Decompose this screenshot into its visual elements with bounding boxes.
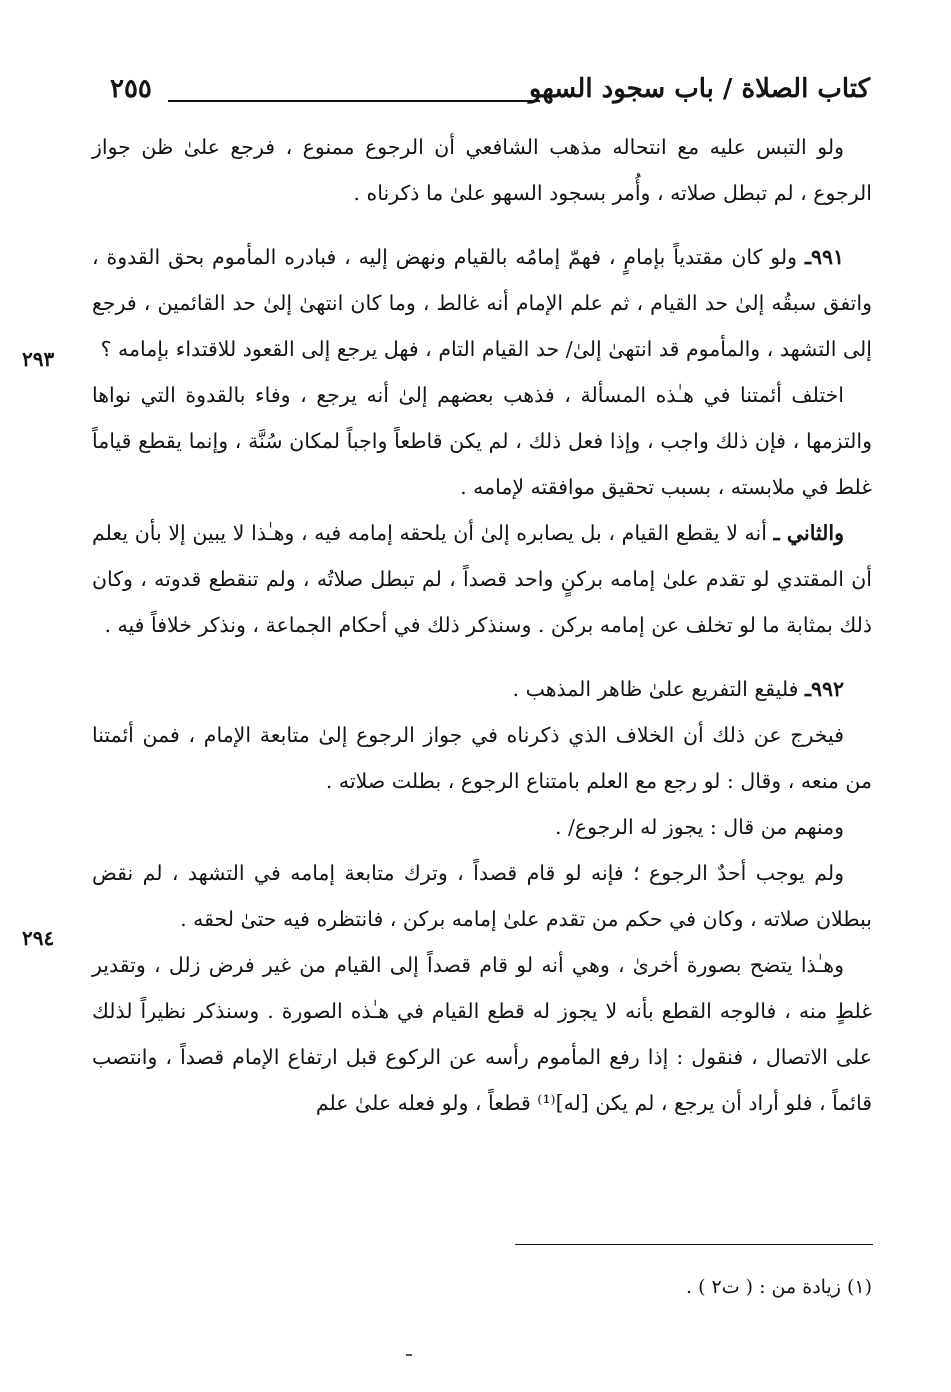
paragraph-7 — [92, 804, 872, 850]
paragraph-text: أنه لا يقطع القيام ، بل يصابره إلىٰ أن يلحقه إمامه فيه ، وهـٰذا لا يبين إلا بأن يعلم أن المقتدي لو تقدم علىٰ إمامه بركنٍ واحد قصداً ، لم تبطل صلاتُه ، ولم تنقطع قدوته ، وكان ذلك بمثابة ما لو تخلف عن إمامه بركن . وسنذكر ذلك في أحكام الجماعة ، ونذكر خلافاً فيه . — [92, 521, 872, 637]
paragraph-text: فيخرج عن ذلك أن الخلاف الذي ذكرناه في جواز الرجوع إلىٰ متابعة الإمام ، فمن أئمتنا من منعه ، وقال : لو رجع مع العلم بامتناع الرجوع ، بطلت صلاته . — [92, 723, 872, 793]
margin-page-marker: ٢٩٣ — [22, 347, 55, 371]
print-speck — [406, 1354, 412, 1356]
body-text — [92, 124, 872, 1126]
paragraph-text: ولو كان مقتدياً بإمامٍ ، فهمّ إمامُه بالقيام ونهض إليه ، فبادره المأموم بحق القدوة ، واتفق سبقُه إلىٰ حد القيام ، ثم علم الإمام أنه غالط ، وما كان انتهىٰ إلىٰ حد القائمين ، فرجع إلى التشهد ، والمأموم قد انتهىٰ إلىٰ/ حد القيام التام ، فهل يرجع إلى القعود للاقتداء بإمامه ؟ — [92, 245, 872, 361]
paragraph-text: اختلف أئمتنا في هـٰذه المسألة ، فذهب بعضهم إلىٰ أنه يرجع ، وفاء بالقدوة التي نواها والتزمها ، فإن ذلك واجب ، وإذا فعل ذلك ، لم يكن قاطعاً واجباً لمكان سُنَّة ، وإنما يقطع قياماً غلط في ملابسته ، بسبب تحقيق موافقته لإمامه . — [92, 383, 872, 499]
paragraph-3 — [92, 372, 872, 510]
paragraph-9 — [92, 942, 872, 1126]
paragraph-text: ومنهم من قال : يجوز له الرجوع/ . — [554, 815, 844, 839]
footnote: (١) زيادة من : ( ت٢ ) . — [685, 1276, 872, 1298]
paragraph-text: وهـٰذا يتضح بصورة أخرىٰ ، وهي أنه لو قام قصداً إلى القيام من غير فرض زلل ، وتقدير غلطٍ منه ، فالوجه القطع بأنه لا يجوز له قطع القيام في هـٰذه الصورة . وسنذكر نظيراً لذلك على الاتصال ، فنقول : إذا رفع المأموم رأسه عن الركوع قبل ارتفاع الإمام قصداً ، وانتصب قائماً ، فلو أراد أن يرجع ، لم يكن [له]⁽¹⁾ قطعاً ، ولو فعله علىٰ علم — [92, 953, 872, 1115]
header-rule — [168, 100, 540, 102]
paragraph-text: فليقع التفريع علىٰ ظاهر المذهب . — [512, 677, 805, 701]
paragraph-6 — [92, 712, 872, 804]
paragraph-text: ولو التبس عليه مع انتحاله مذهب الشافعي أن الرجوع ممنوع ، فرجع علىٰ ظن جواز الرجوع ، لم تبطل صلاته ، وأُمر بسجود السهو علىٰ ما ذكرناه . — [92, 135, 872, 205]
section-number: ٩٩١ـ — [804, 245, 844, 269]
margin-page-marker: ٢٩٤ — [22, 926, 55, 950]
paragraph-1 — [92, 124, 872, 216]
paragraph-991 — [92, 234, 872, 372]
footnote-rule — [515, 1244, 873, 1245]
running-title: كتاب الصلاة / باب سجود السهو — [528, 74, 870, 104]
paragraph-text: ولم يوجب أحدٌ الرجوع ؛ فإنه لو قام قصداً ، وترك متابعة إمامه في التشهد ، لم نقض ببطلان صلاته ، وكان في حكم من تقدم علىٰ إمامه بركن ، فانتظره فيه حتىٰ لحقه . — [92, 861, 872, 931]
paragraph-992 — [92, 666, 872, 712]
paragraph-4 — [92, 510, 872, 648]
section-number: ٩٩٢ـ — [804, 677, 844, 701]
paragraph-lead: والثاني ـ — [773, 521, 844, 545]
paragraph-8 — [92, 850, 872, 942]
running-header — [110, 70, 870, 116]
page-number: ٢٥٥ — [110, 74, 152, 104]
